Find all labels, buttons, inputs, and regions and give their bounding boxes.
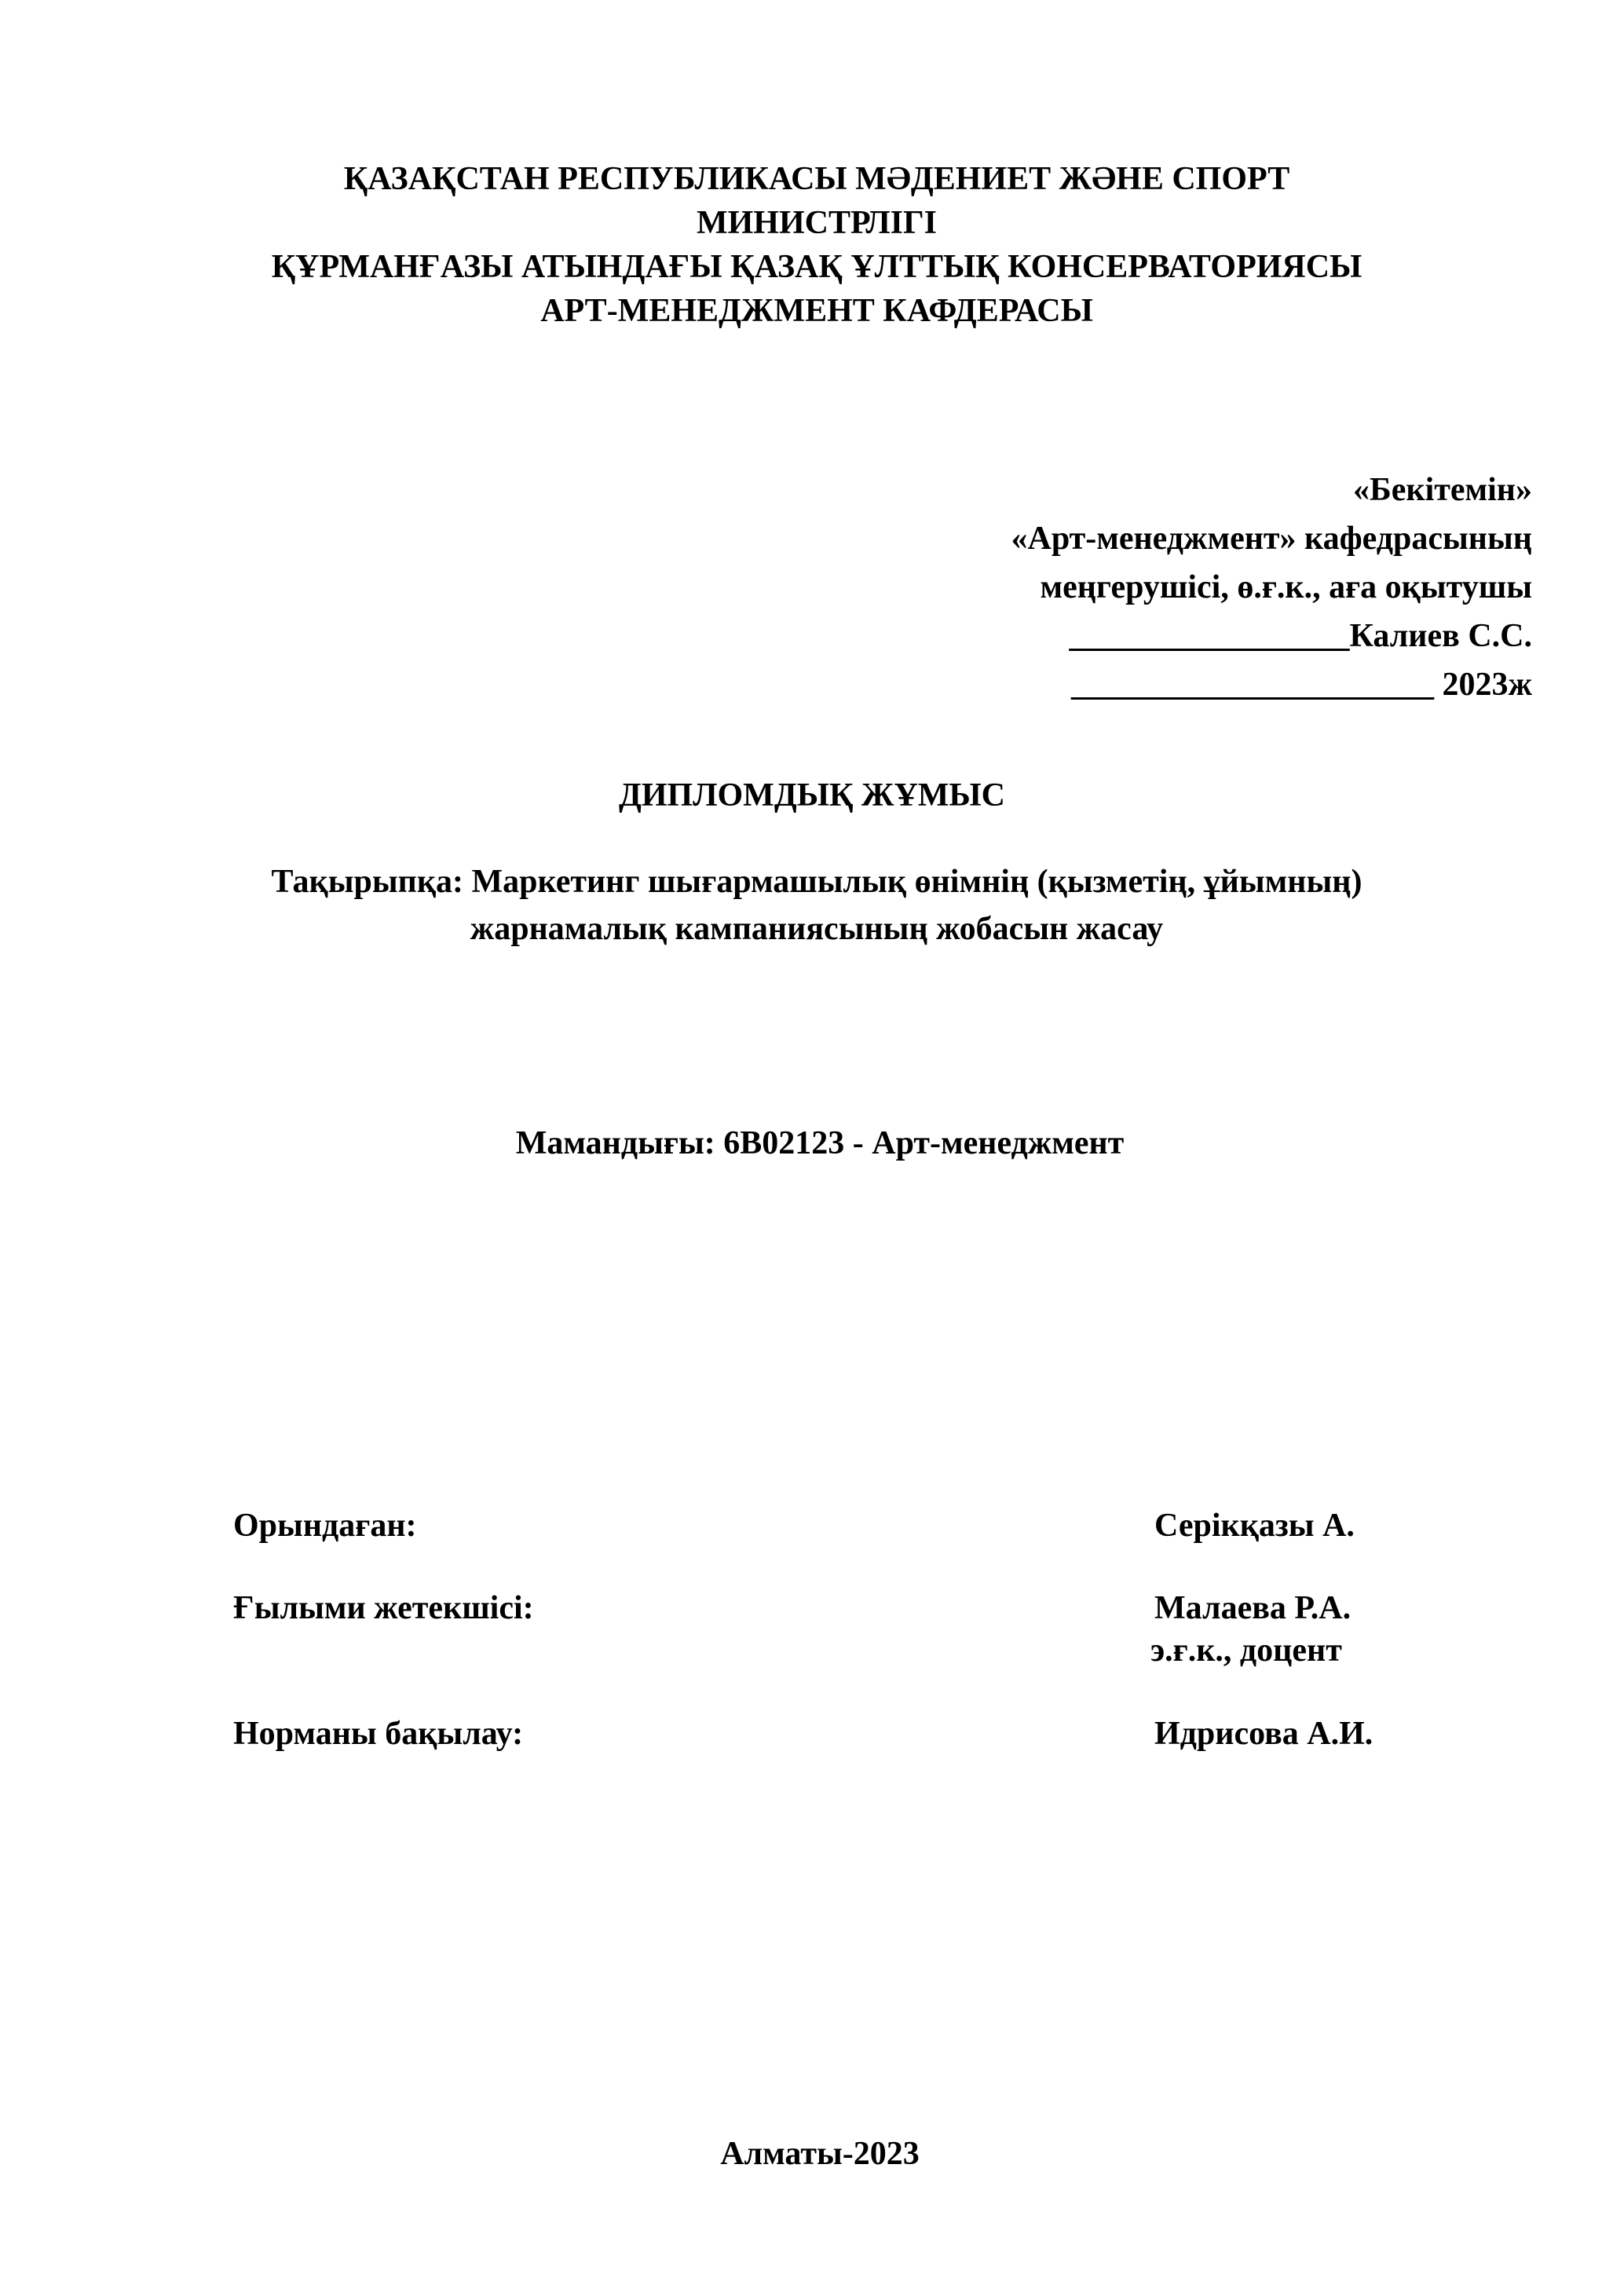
approval-date-line: ______________________ 2023ж bbox=[1071, 667, 1532, 703]
topic-line-1: Тақырыпқа: Маркетинг шығармашылық өнімнің (қызметің, ұйымның) bbox=[271, 864, 1362, 900]
department-name: АРТ-МЕНЕДЖМЕНТ КАФДЕРАСЫ bbox=[540, 293, 1093, 329]
institution-header bbox=[157, 157, 1476, 333]
approval-department: «Арт-менеджмент» кафедрасының bbox=[1011, 521, 1532, 557]
performer-label: Орындаған: bbox=[233, 1508, 417, 1544]
supervisor-name: Малаева Р.А. bbox=[1154, 1590, 1352, 1626]
specialty: Мамандығы: 6В02123 - Арт-менеджмент bbox=[515, 1125, 1125, 1161]
supervisor-title: э.ғ.к., доцент bbox=[1150, 1632, 1342, 1669]
document-type-title: ДИПЛОМДЫҚ ЖҰМЫС bbox=[618, 777, 1005, 813]
supervisor-label: Ғылыми жетекшісі: bbox=[233, 1590, 534, 1626]
approval-signature-line: _________________Калиев С.С. bbox=[1069, 618, 1532, 654]
topic-line-2: жарнамалық кампаниясының жобасын жасау bbox=[470, 911, 1164, 947]
conservatory-name: ҚҰРМАНҒАЗЫ АТЫНДАҒЫ ҚАЗАҚ ҰЛТТЫҚ КОНСЕРВАТОРИЯСЫ bbox=[271, 249, 1362, 285]
norm-control-name: Идрисова А.И. bbox=[1154, 1716, 1373, 1752]
approval-title: «Бекітемін» bbox=[1352, 472, 1532, 508]
norm-control-label: Норманы бақылау: bbox=[233, 1716, 524, 1752]
ministry-line-1: ҚАЗАҚСТАН РЕСПУБЛИКАСЫ МӘДЕНИЕТ ЖӘНЕ СПОРТ bbox=[343, 161, 1290, 197]
city-year: Алматы-2023 bbox=[720, 2136, 920, 2172]
ministry-line-2: МИНИСТРЛІГІ bbox=[696, 205, 938, 241]
approval-block bbox=[1011, 466, 1532, 709]
performer-name: Серікқазы А. bbox=[1154, 1508, 1355, 1544]
approval-position: меңгерушісі, ө.ғ.к., аға оқытушы bbox=[1040, 569, 1532, 605]
thesis-topic bbox=[157, 858, 1476, 952]
